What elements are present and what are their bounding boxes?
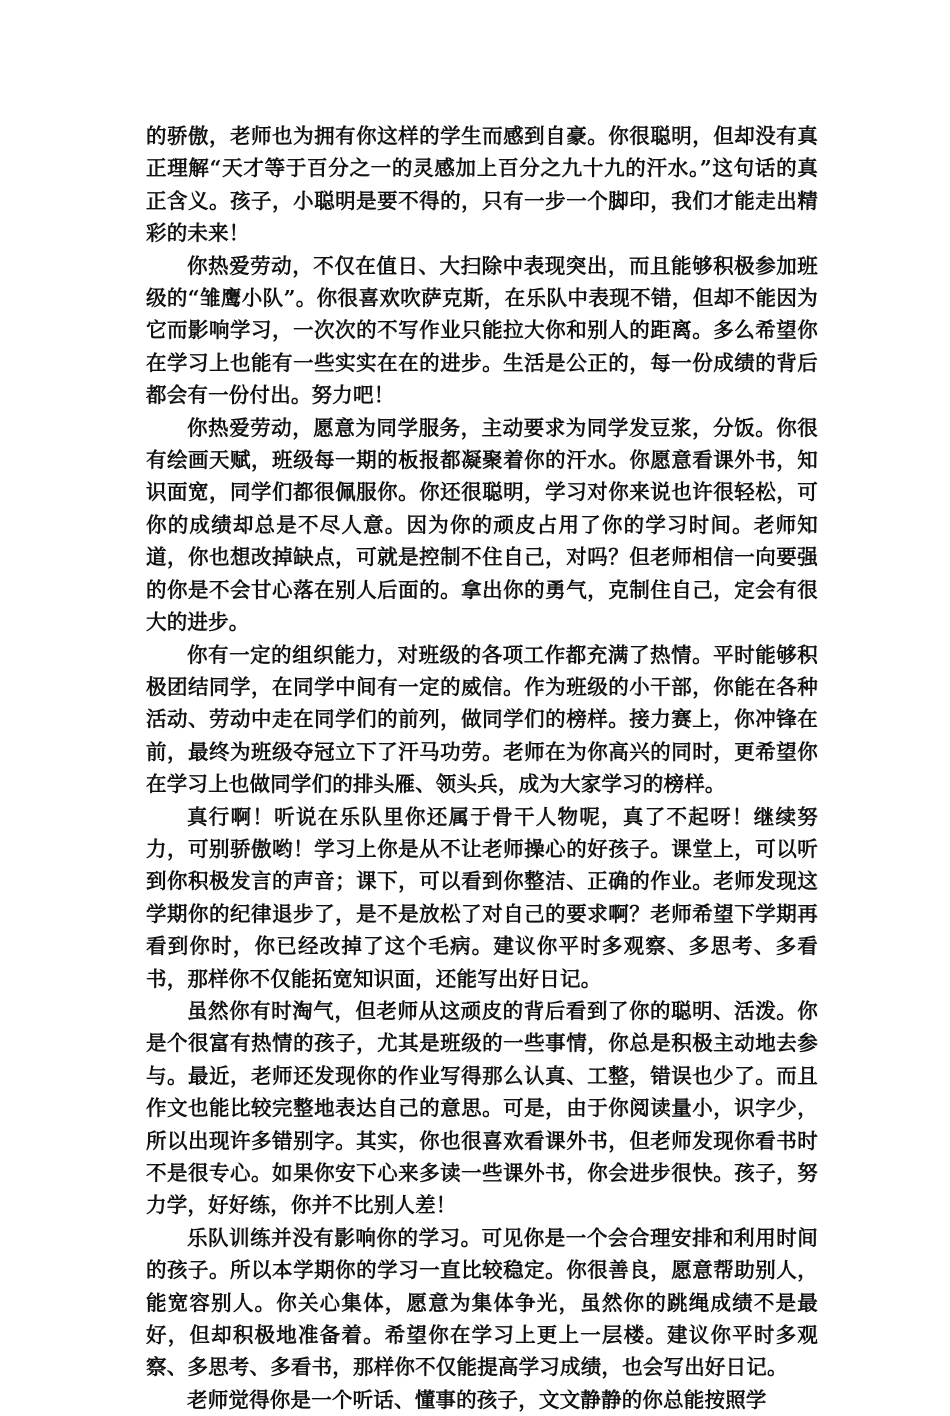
paragraph-2: 你热爱劳动，不仅在值日、大扫除中表现突出，而且能够积极参加班级的“雏鹰小队”。你很喜欢吹萨克斯，在乐队中表现不错，但却不能因为它而影响学习，一次次的不写作业只能拉大你和别人的距离。多么希望你在学习上也能有一些实实在在的进步。生活是公正的，每一份成绩的背后都会有一份付出。努力吧！ xyxy=(146,253,818,408)
document-body xyxy=(146,120,818,1416)
paragraph-6: 虽然你有时淘气，但老师从这顽皮的背后看到了你的聪明、活泼。你是个很富有热情的孩子，尤其是班级的一些事情，你总是积极主动地去参与。最近，老师还发现你的作业写得那么认真、工整，错误也少了。而且作文也能比较完整地表达自己的意思。可是，由于你阅读量小，识字少，所以出现许多错别字。其实，你也很喜欢看课外书，但老师发现你看书时不是很专心。如果你安下心来多读一些课外书，你会进步很快。孩子，努力学，好好练，你并不比别人差！ xyxy=(146,998,818,1218)
paragraph-5: 真行啊！听说在乐队里你还属于骨干人物呢，真了不起呀！继续努力，可别骄傲哟！学习上你是从不让老师操心的好孩子。课堂上，可以听到你积极发言的声音；课下，可以看到你整洁、正确的作业。老师发现这学期你的纪律退步了，是不是放松了对自己的要求啊？老师希望下学期再看到你时，你已经改掉了这个毛病。建议你平时多观察、多思考、多看书，那样你不仅能拓宽知识面，还能写出好日记。 xyxy=(146,804,818,991)
paragraph-1: 的骄傲，老师也为拥有你这样的学生而感到自豪。你很聪明，但却没有真正理解“天才等于百分之一的灵感加上百分之九十九的汗水。”这句话的真正含义。孩子，小聪明是要不得的，只有一步一个脚印，我们才能走出精彩的未来！ xyxy=(146,124,818,246)
paragraph-8: 老师觉得你是一个听话、懂事的孩子，文文静静的你总能按照学 xyxy=(187,1387,767,1412)
paragraph-7: 乐队训练并没有影响你的学习。可见你是一个会合理安排和利用时间的孩子。所以本学期你的学习一直比较稳定。你很善良，愿意帮助别人，能宽容别人。你关心集体，愿意为集体争光，虽然你的跳绳成绩不是最好，但却积极地准备着。希望你在学习上更上一层楼。建议你平时多观察、多思考、多看书，那样你不仅能提高学习成绩，也会写出好日记。 xyxy=(146,1225,818,1380)
paragraph-4: 你有一定的组织能力，对班级的各项工作都充满了热情。平时能够积极团结同学，在同学中间有一定的威信。作为班级的小干部，你能在各种活动、劳动中走在同学们的前列，做同学们的榜样。接力赛上，你冲锋在前，最终为班级夺冠立下了汗马功劳。老师在为你高兴的同时，更希望你在学习上也做同学们的排头雁、领头兵，成为大家学习的榜样。 xyxy=(146,642,818,797)
paragraph-3: 你热爱劳动，愿意为同学服务，主动要求为同学发豆浆，分饭。你很有绘画天赋，班级每一期的板报都凝聚着你的汗水。你愿意看课外书，知识面宽，同学们都很佩服你。你还很聪明，学习对你来说也许很轻松，可你的成绩却总是不尽人意。因为你的顽皮占用了你的学习时间。老师知道，你也想改掉缺点，可就是控制不住自己，对吗？但老师相信一向要强的你是不会甘心落在别人后面的。拿出你的勇气，克制住自己，定会有很大的进步。 xyxy=(146,415,818,635)
